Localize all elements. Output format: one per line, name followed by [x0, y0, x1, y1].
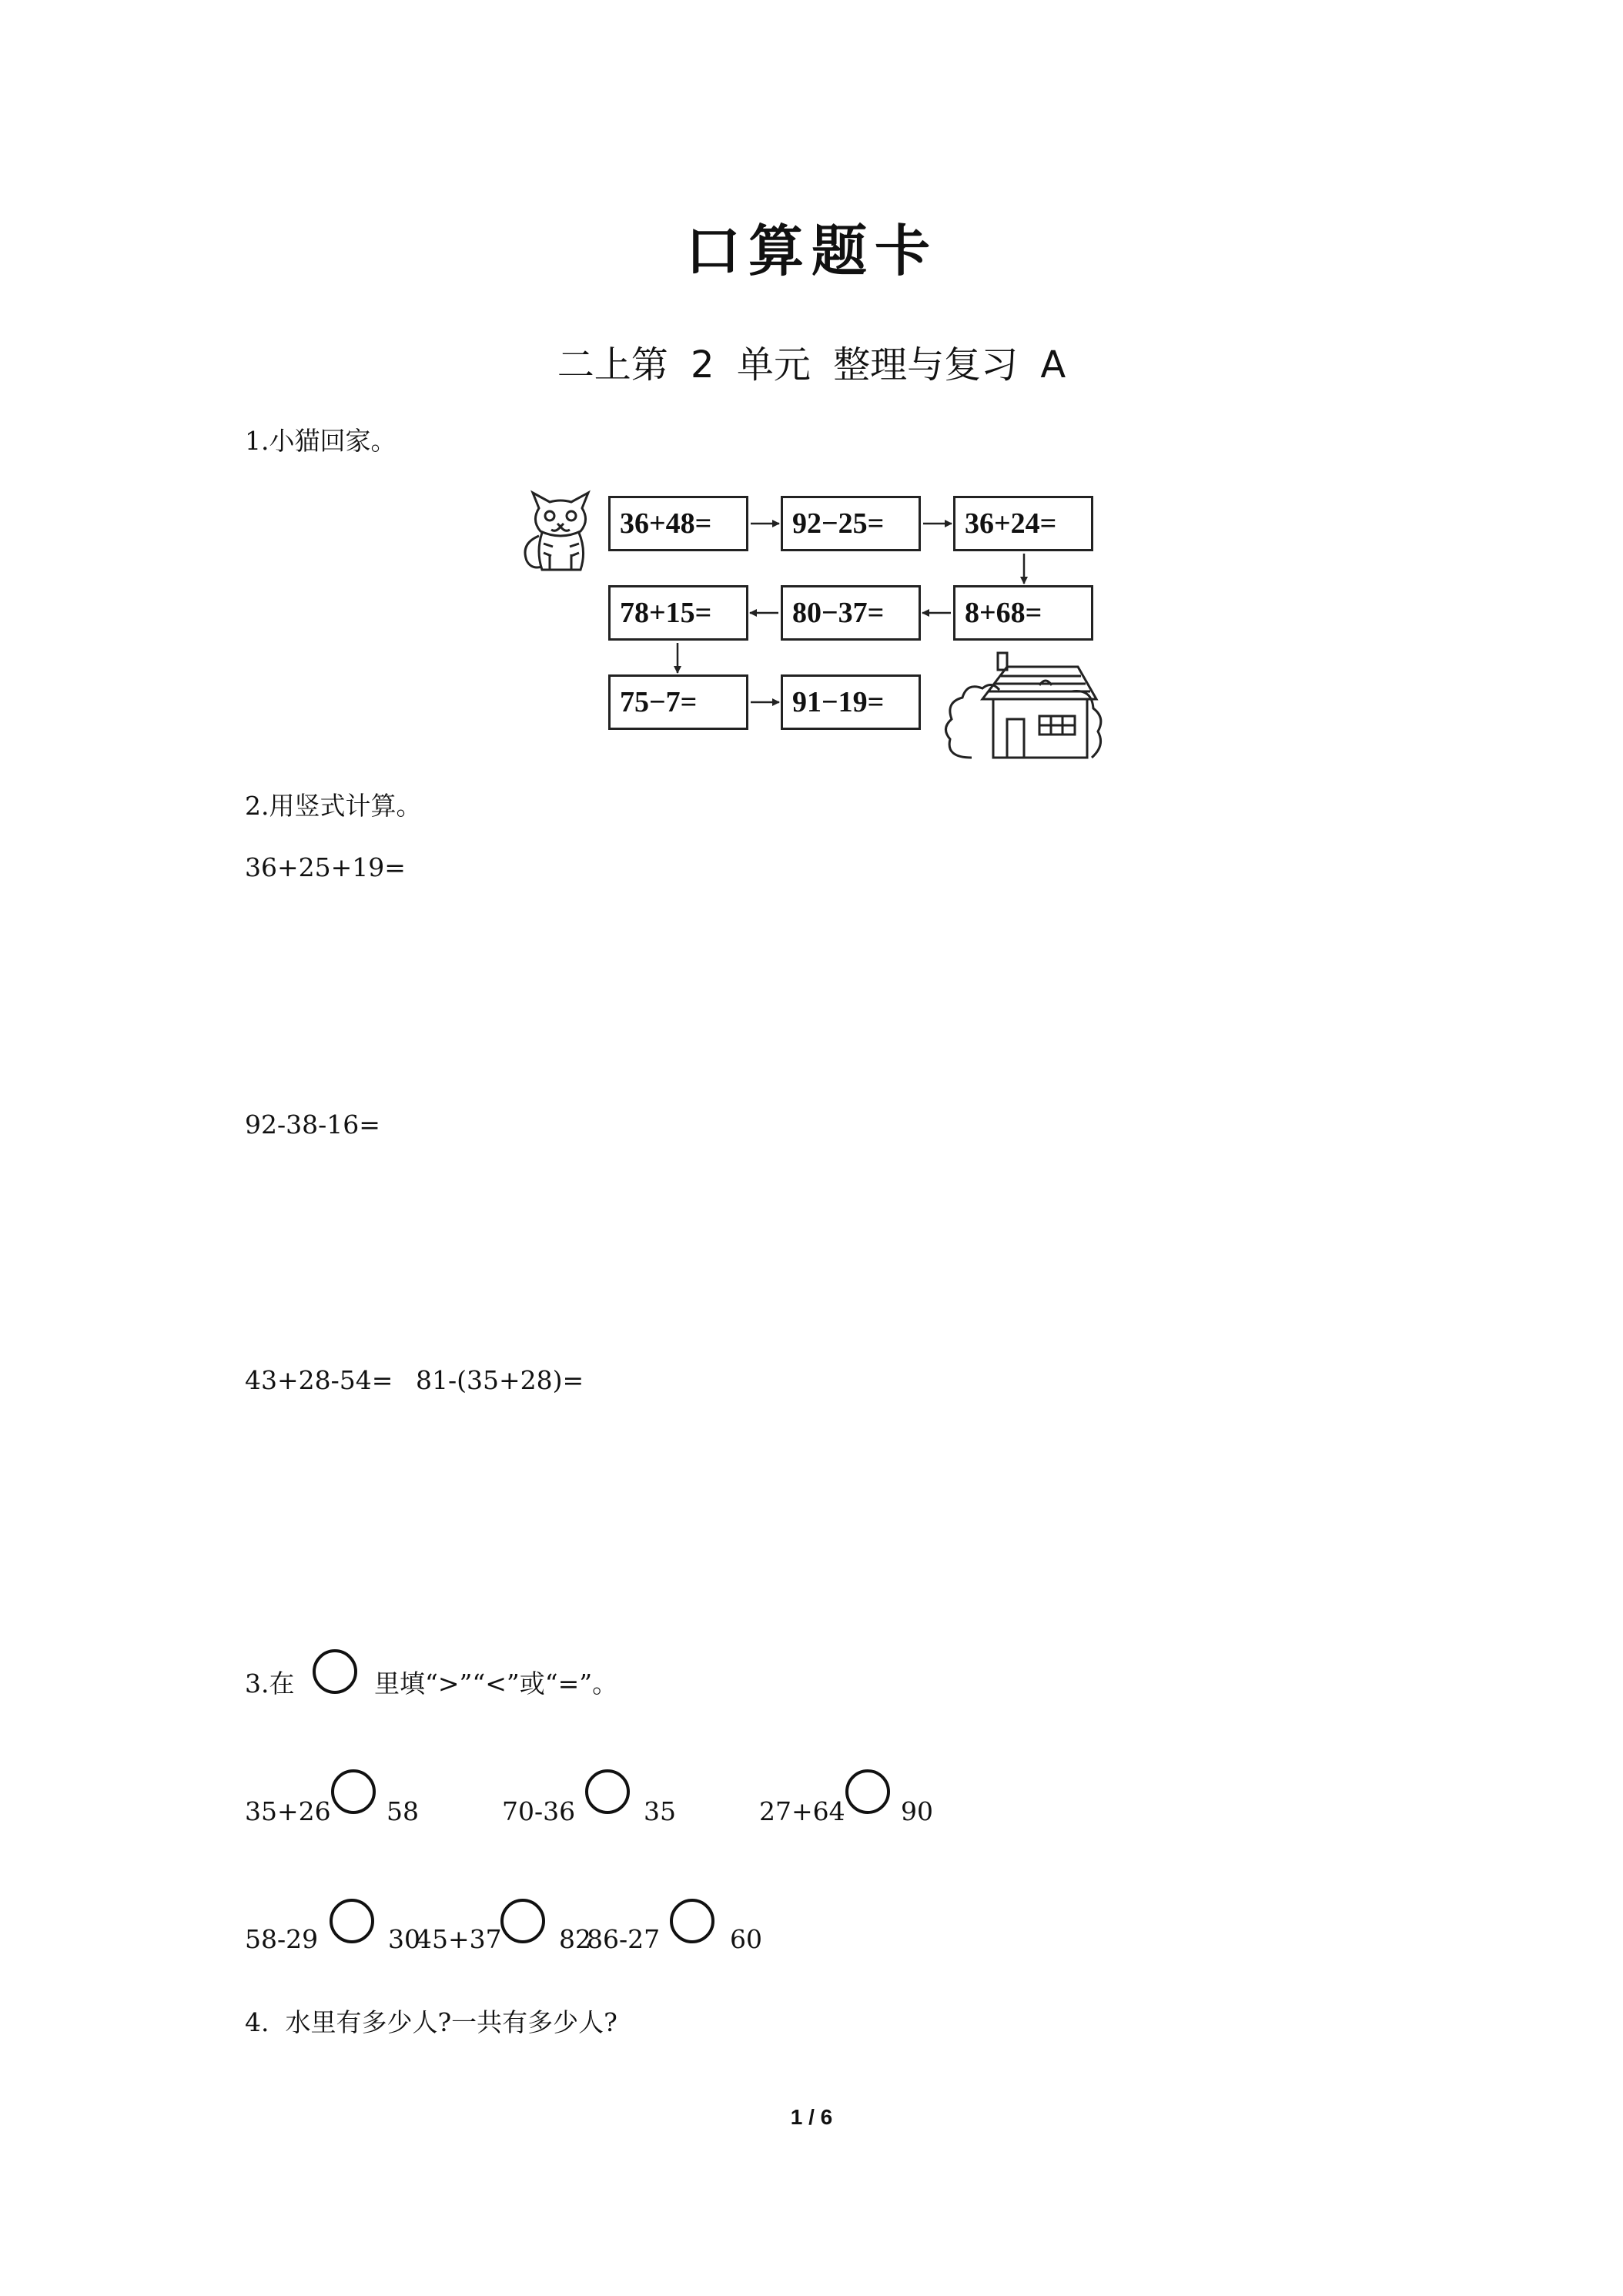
compare-left: 58-29	[245, 1924, 319, 1954]
vertical-calc-item: 36+25+19=	[245, 852, 406, 882]
page-number: 1 / 6	[790, 2105, 833, 2129]
compare-answer-circle[interactable]	[331, 1769, 376, 1814]
vertical-calc-item: 92-38-16=	[245, 1110, 380, 1140]
question-3-label-prefix: 3.在	[245, 1668, 295, 1699]
flow-box: 80−37=	[781, 585, 921, 641]
flow-box: 91−19=	[781, 674, 921, 730]
vertical-calc-item: 81-(35+28)=	[416, 1365, 584, 1395]
compare-left: 70-36	[502, 1796, 576, 1826]
house-illustration	[941, 645, 1112, 761]
question-1-label: 1.小猫回家。	[245, 426, 397, 456]
page-subtitle: 二上第 2 单元 整理与复习 A	[557, 343, 1066, 387]
compare-left: 35+26	[245, 1796, 331, 1826]
compare-left: 45+37	[416, 1924, 502, 1954]
flow-box: 8+68=	[953, 585, 1093, 641]
flow-box: 78+15=	[608, 585, 748, 641]
compare-circle-icon	[313, 1649, 357, 1694]
flow-box: 92−25=	[781, 496, 921, 551]
compare-right: 35	[644, 1796, 676, 1826]
compare-right: 82	[559, 1924, 591, 1954]
flow-box: 75−7=	[608, 674, 748, 730]
compare-answer-circle[interactable]	[585, 1769, 630, 1814]
compare-left: 27+64	[759, 1796, 845, 1826]
compare-right: 60	[730, 1924, 762, 1954]
compare-answer-circle[interactable]	[670, 1899, 714, 1943]
page-title: 口算题卡	[684, 219, 938, 283]
compare-right: 30	[388, 1924, 420, 1954]
compare-right: 90	[901, 1796, 933, 1826]
compare-left: 86-27	[587, 1924, 661, 1954]
flow-box: 36+24=	[953, 496, 1093, 551]
question-4-label: 4. 水里有多少人?一共有多少人?	[245, 2007, 617, 2037]
compare-answer-circle[interactable]	[845, 1769, 890, 1814]
compare-answer-circle[interactable]	[330, 1899, 374, 1943]
question-2-label: 2.用竖式计算。	[245, 791, 422, 821]
question-3-label-suffix: 里填“>”“<”或“=”。	[374, 1668, 618, 1699]
flow-box: 36+48=	[608, 496, 748, 551]
vertical-calc-item: 43+28-54=	[245, 1365, 393, 1395]
compare-right: 58	[387, 1796, 419, 1826]
flow-arrows	[0, 0, 1623, 770]
compare-answer-circle[interactable]	[500, 1899, 545, 1943]
